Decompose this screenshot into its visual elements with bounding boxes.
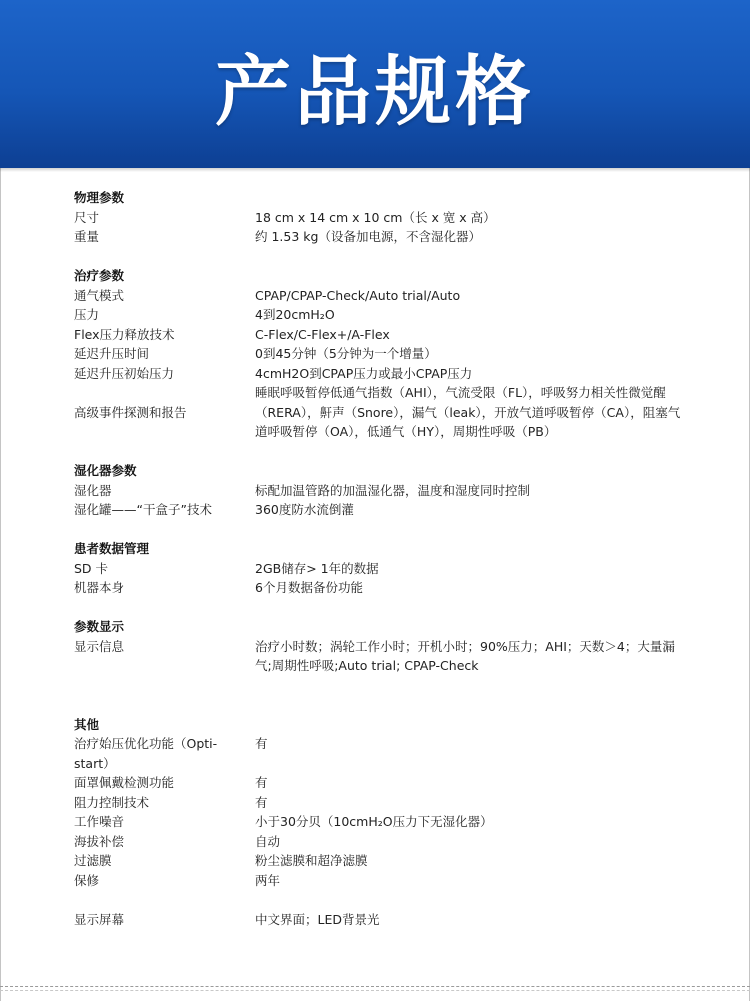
spec-label: 工作噪音 [74,814,125,829]
spec-value: C-Flex/C-Flex+/A-Flex [255,326,390,342]
spec-label: Flex压力释放技术 [74,326,175,342]
spec-value: 自动 [255,833,281,849]
spec-value [255,637,704,676]
spec-row [74,812,704,832]
spec-row [74,871,704,891]
bottom-divider-secondary [0,990,750,991]
spec-row [74,851,704,871]
spec-value: CPAP/CPAP-Check/Auto trial/Auto [255,287,461,303]
spec-label: 阻力控制技术 [74,794,150,810]
spec-value: 360度防水流倒灌 [255,502,354,517]
spec-label-line: 治疗始压优化功能（Opti- [74,736,218,751]
spec-value: 4cmH2O到CPAP压力或最小CPAP压力 [255,365,473,381]
spec-value-line: 治疗小时数；涡轮工作小时；开机小时；90%压力；AHI；天数＞4；大量漏 [255,638,675,654]
spec-label: 压力 [74,307,100,322]
spec-value: 粉尘滤膜和超净滤膜 [255,853,368,868]
spec-row [74,344,704,364]
spec-row [74,559,704,579]
spec-row-advanced-events [74,383,704,442]
spec-row [74,773,704,793]
spec-label-line: start） [74,755,116,771]
spec-row [74,364,704,384]
spec-label [74,734,234,773]
spec-label: 重量 [74,229,100,244]
spec-label: 延迟升压时间 [74,346,150,361]
spec-label: 高级事件探测和报告 [74,404,187,420]
spec-label: SD 卡 [74,560,109,576]
section-heading-physical: 物理参数 [74,190,125,205]
banner-shadow [0,168,750,172]
spec-label: 尺寸 [74,209,100,225]
spec-label: 延迟升压初始压力 [74,365,175,381]
spec-row [74,286,704,306]
spec-value: 有 [255,794,268,810]
spec-value: 小于30分贝（10cmH₂O压力下无湿化器） [255,814,493,829]
section-heading-display: 参数显示 [74,619,125,634]
spec-row [74,793,704,813]
spec-row [74,500,704,520]
spec-row [74,208,704,228]
spec-label: 保修 [74,872,100,888]
spec-value-line: 道呼吸暂停（OA），低通气（HY），周期性呼吸（PB） [255,424,557,439]
spec-content [74,188,704,929]
spec-label: 面罩佩戴检测功能 [74,775,175,790]
spec-value: 6个月数据备份功能 [255,580,363,595]
spec-value: 2GB储存> 1年的数据 [255,560,379,576]
spec-label: 通气模式 [74,287,125,303]
spec-label: 湿化器 [74,482,112,498]
bottom-divider [0,986,750,987]
section-heading-patient-data: 患者数据管理 [74,541,150,556]
spec-value: 0到45分钟（5分钟为一个增量） [255,346,437,361]
section-heading-other: 其他 [74,716,100,732]
section-heading-therapy: 治疗参数 [74,268,125,283]
spec-value-line: （RERA），鼾声（Snore），漏气（leak），开放气道呼吸暂停（CA），阻塞气 [255,404,681,420]
spec-value [255,383,704,442]
section-heading-humidifier: 湿化器参数 [74,463,137,478]
spec-value-line: 睡眠呼吸暂停低通气指数（AHI），气流受限（FL），呼吸努力相关性微觉醒 [255,385,666,400]
spec-value-line: 气;周期性呼吸;Auto trial; CPAP-Check [255,658,479,673]
spec-row [74,578,704,598]
spec-value: 4到20cmH₂O [255,307,335,322]
title-banner [0,0,750,168]
spec-label: 海拔补偿 [74,833,125,849]
spec-value: 中文界面；LED背景光 [255,911,380,927]
spec-value: 18 cm x 14 cm x 10 cm（长 x 宽 x 高） [255,209,496,225]
spec-value: 标配加温管路的加温湿化器，温度和湿度同时控制 [255,482,531,498]
spec-label: 显示信息 [74,638,125,654]
page-title: 产品规格 [215,47,535,136]
spec-label: 湿化罐——“干盒子”技术 [74,502,212,517]
spec-value: 两年 [255,872,281,888]
spec-label: 机器本身 [74,580,125,595]
spec-row-opti-start [74,734,704,773]
spec-row [74,832,704,852]
spec-row [74,325,704,345]
spec-row [74,481,704,501]
spec-label: 过滤膜 [74,853,112,868]
spec-value: 有 [255,775,268,790]
spec-row [74,227,704,247]
spec-row [74,305,704,325]
spec-value: 约 1.53 kg（设备加电源，不含湿化器） [255,229,481,244]
spec-value: 有 [255,736,268,751]
spec-row-display-info [74,637,704,676]
spec-label: 显示屏幕 [74,911,125,927]
spec-row-screen [74,910,704,930]
